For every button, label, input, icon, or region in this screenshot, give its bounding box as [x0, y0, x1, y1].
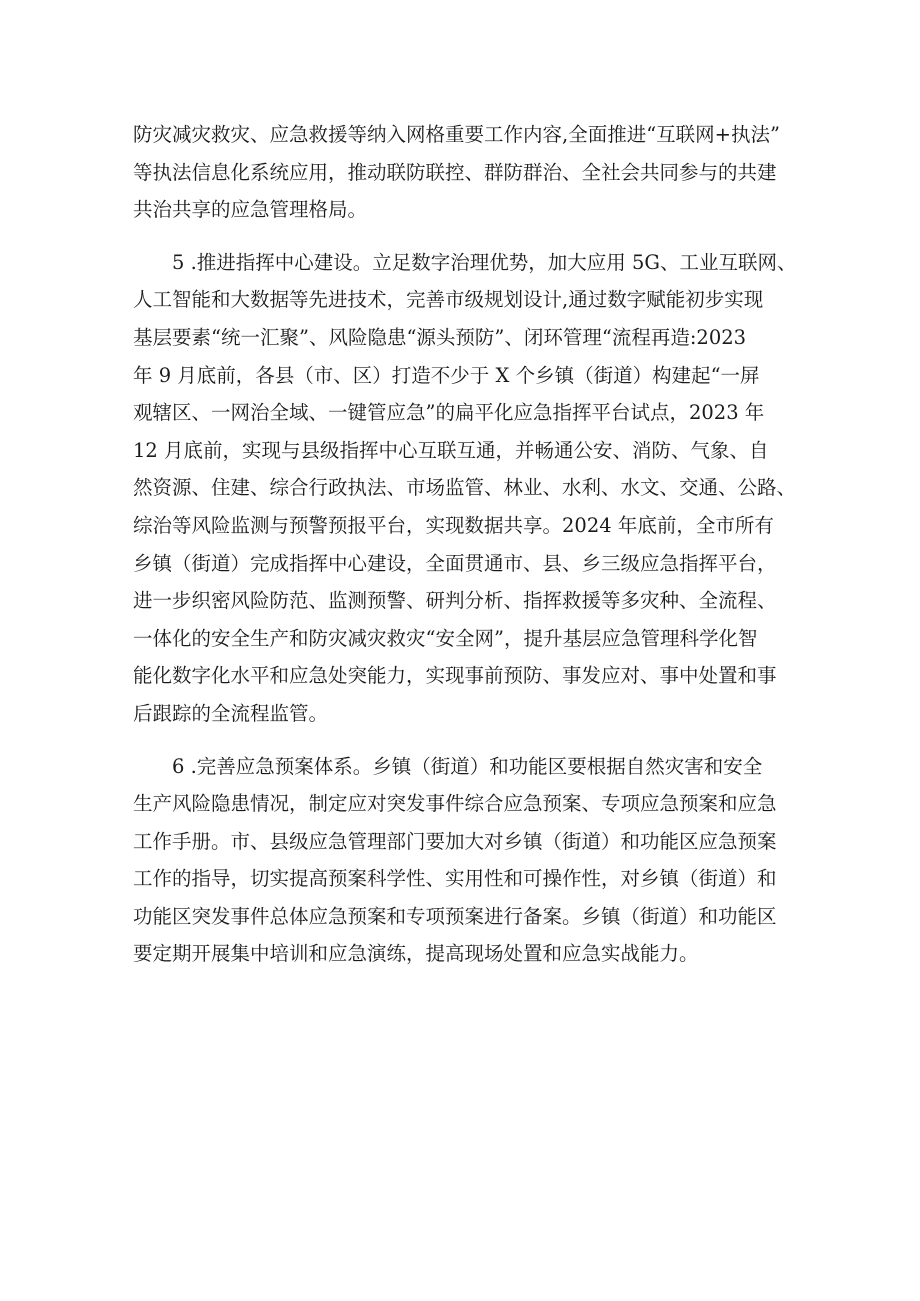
text-line: 工作手册。市、县级应急管理部门要加大对乡镇（街道）和功能区应急预案 [133, 829, 777, 853]
text-line: 乡镇（街道）完成指挥中心建设，全面贯通市、县、乡三级应急指挥平台， [133, 551, 777, 575]
text-line: 基层要素“统一汇聚”、风险隐患“源头预防”、闭环管理“流程再造:2023 [133, 325, 747, 349]
paragraph-1 [133, 116, 793, 229]
text-line: 观辖区、一网治全域、一键管应急”的扁平化应急指挥平台试点，2023 年 [133, 401, 765, 425]
text-line: 12 月底前，实现与县级指挥中心互联互通，并畅通公安、消防、气象、自 [133, 438, 769, 462]
text-line: 等执法信息化系统应用，推动联防联控、群防群治、全社会共同参与的共建 [133, 160, 777, 184]
text-line: 工作的指导，切实提高预案科学性、实用性和可操作性，对乡镇（街道）和 [133, 867, 777, 891]
document-body [133, 116, 797, 973]
paragraph-3 [133, 748, 793, 974]
text-line: 共治共享的应急管理格局。 [133, 198, 368, 222]
text-line: 一体化的安全生产和防灾减灾救灾“安全网”，提升基层应急管理科学化智 [133, 626, 758, 650]
text-line: 综治等风险监测与预警预报平台，实现数据共享。2024 年底前，全市所有 [133, 513, 774, 537]
paragraph-spacing [133, 229, 793, 244]
text-line: 进一步织密风险防范、监测预警、研判分析、指挥救援等多灾种、全流程、 [133, 589, 777, 613]
text-line: 要定期开展集中培训和应急演练，提高现场处置和应急实战能力。 [133, 942, 699, 966]
text-line: 生产风险隐患情况，制定应对突发事件综合应急预案、专项应急预案和应急 [133, 792, 777, 816]
text-line: 能化数字化水平和应急处突能力，实现事前预防、事发应对、事中处置和事 [133, 664, 777, 688]
text-line: 6 .完善应急预案体系。乡镇（街道）和功能区要根据自然灾害和安全 [172, 754, 763, 778]
text-line: 防灾减灾救灾、应急救援等纳入网格重要工作内容,全面推进“互联网+执法” [133, 123, 780, 146]
paragraph-2 [133, 244, 797, 733]
text-line: 后跟踪的全流程监管。 [133, 701, 329, 725]
text-line: 年 9 月底前，各县（市、区）打造不少于 X 个乡镇（街道）构建起“一屏 [133, 363, 760, 387]
text-line: 人工智能和大数据等先进技术，完善市级规划设计,通过数字赋能初步实现 [133, 288, 764, 312]
text-line: 然资源、住建、综合行政执法、市场监管、林业、水利、水文、交通、公路、 [133, 476, 797, 500]
text-line: 功能区突发事件总体应急预案和专项预案进行备案。乡镇（街道）和功能区 [133, 904, 777, 928]
paragraph-spacing [133, 733, 793, 748]
text-line: 5 .推进指挥中心建设。立足数字治理优势，加大应用 5G、工业互联网、 [172, 250, 797, 274]
